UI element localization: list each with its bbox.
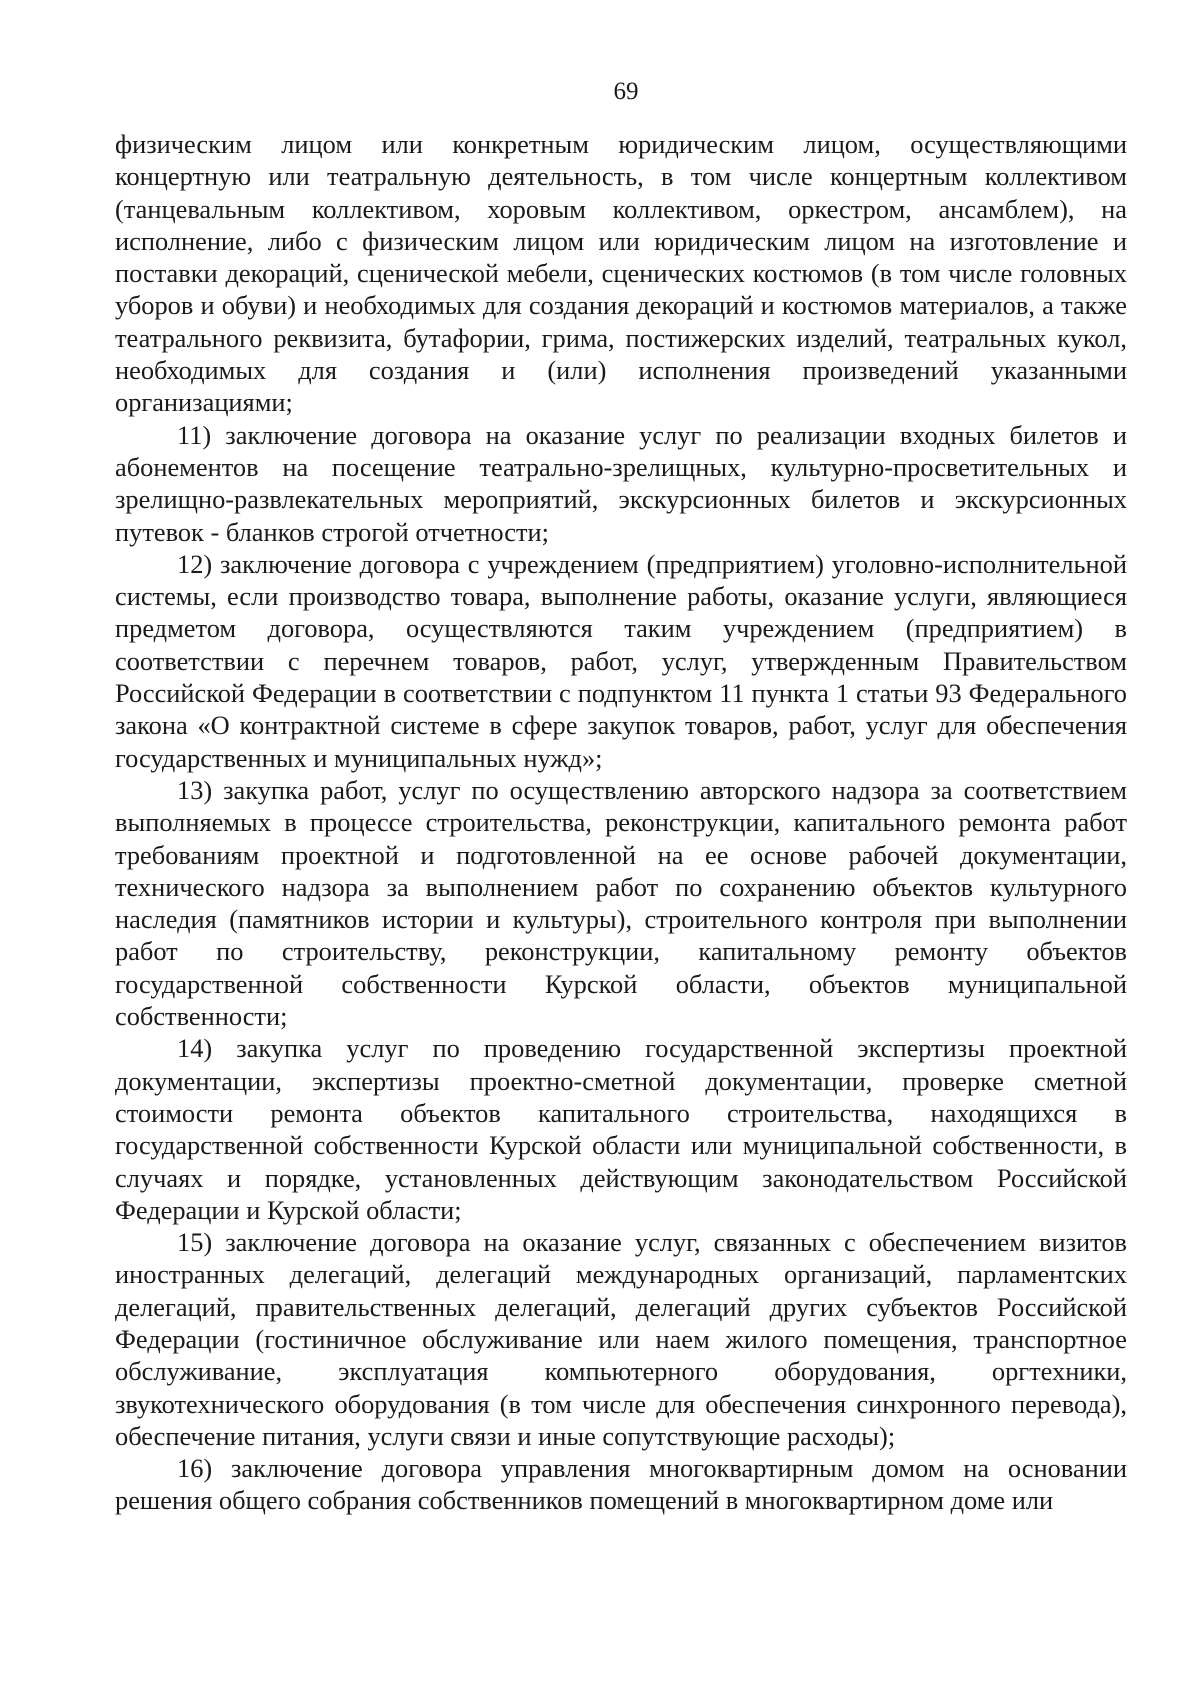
- paragraph-item-12: 12) заключение договора с учреждением (предприятием) уголовно-исполнительной системы, если производство товара, выполнение работы, оказание услуги, являющиеся предметом договора, осуществляются таким учреждением (предприятием) в соответствии с перечнем товаров, работ, услуг, утвержденным Правительством Российской Федерации в соответствии с подпунктом 11 пункта 1 статьи 93 Федерального закона «О контрактной системе в сфере закупок товаров, работ, услуг для обеспечения государственных и муниципальных нужд»;: [115, 548, 1127, 773]
- paragraph-item-16: 16) заключение договора управления многоквартирным домом на основании решения общего собрания собственников помещений в многоквартирном доме или: [115, 1453, 1127, 1516]
- paragraph-item-14: 14) закупка услуг по проведению государственной экспертизы проектной документации, экспертизы проектно-сметной документации, проверке сметной стоимости ремонта объектов капитального строительства, находящихся в государственной собственности Курской области или муниципальной собственности, в случаях и порядке, установленных действующим законодательством Российской Федерации и Курской области;: [115, 1033, 1127, 1225]
- document-body: [115, 128, 1127, 1517]
- paragraph-item-11: 11) заключение договора на оказание услуг по реализации входных билетов и абонементов на посещение театрально-зрелищных, культурно-просветительных и зрелищно-развлекательных мероприятий, экскурсионных билетов и экскурсионных путевок - бланков строгой отчетности;: [115, 419, 1127, 547]
- page-number: 69: [613, 78, 639, 105]
- paragraph-continuation: физическим лицом или конкретным юридическим лицом, осуществляющими концертную или театральную деятельность, в том числе концертным коллективом (танцевальным коллективом, хоровым коллективом, оркестром, ансамблем), на исполнение, либо с физическим лицом или юридическим лицом на изготовление и поставки декораций, сценической мебели, сценических костюмов (в том числе головных уборов и обуви) и необходимых для создания декораций и костюмов материалов, а также театрального реквизита, бутафории, грима, постижерских изделий, театральных кукол, необходимых для создания и (или) исполнения произведений указанными организациями;: [115, 129, 1127, 418]
- paragraph-item-13: 13) закупка работ, услуг по осуществлению авторского надзора за соответствием выполняемых в процессе строительства, реконструкции, капитального ремонта работ требованиям проектной и подготовленной на ее основе рабочей документации, технического надзора за выполнением работ по сохранению объектов культурного наследия (памятников истории и культуры), строительного контроля при выполнении работ по строительству, реконструкции, капитальному ремонту объектов государственной собственности Курской области, объектов муниципальной собственности;: [115, 774, 1127, 1032]
- paragraph-item-15: 15) заключение договора на оказание услуг, связанных с обеспечением визитов иностранных делегаций, делегаций международных организаций, парламентских делегаций, правительственных делегаций, делегаций других субъектов Российской Федерации (гостиничное обслуживание или наем жилого помещения, транспортное обслуживание, эксплуатация компьютерного оборудования, оргтехники, звукотехнического оборудования (в том числе для обеспечения синхронного перевода), обеспечение питания, услуги связи и иные сопутствующие расходы);: [115, 1227, 1127, 1451]
